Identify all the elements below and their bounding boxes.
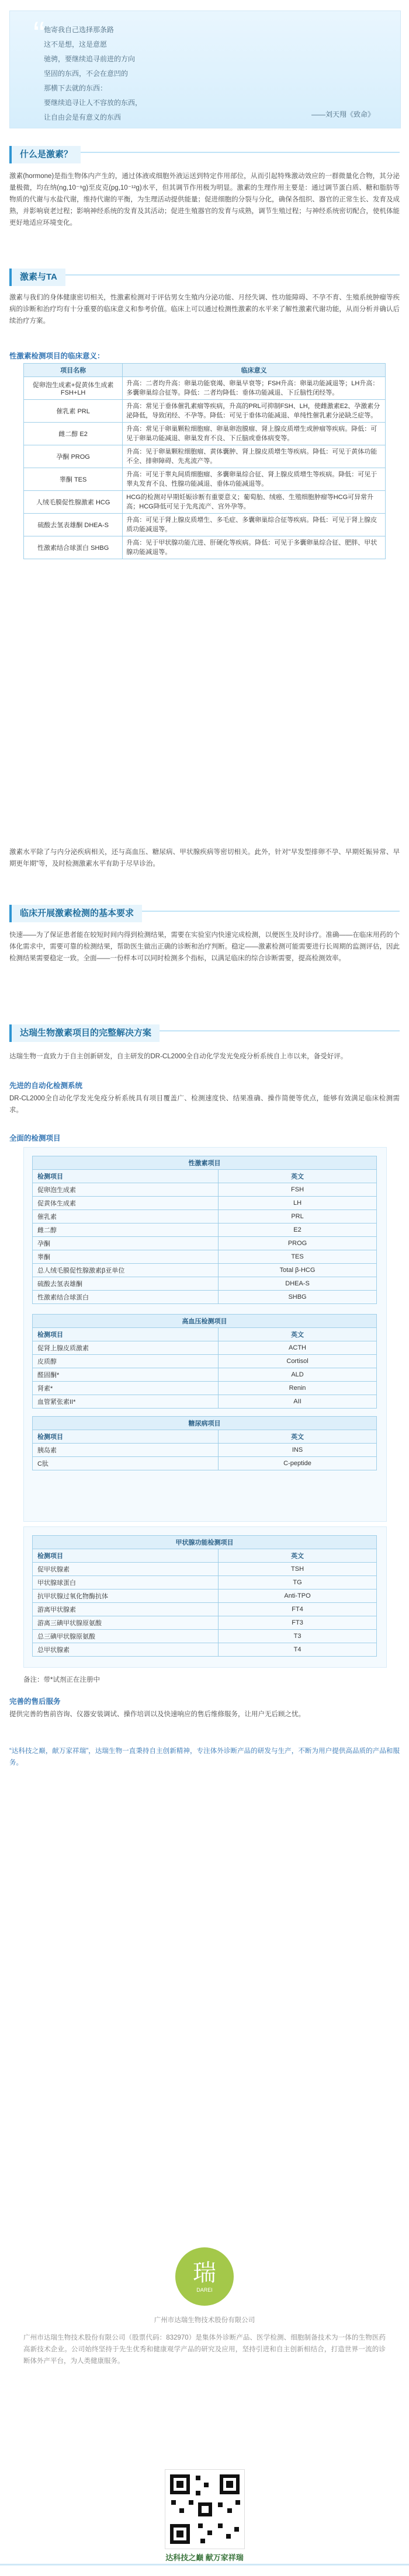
item-name: 性激素结合球蛋白 SHBG [24,536,123,559]
col-header: 英文 [219,1328,377,1341]
item-en: FT4 [219,1603,377,1616]
item-name: 催乳素 PRL [24,400,123,423]
item-cn: 总三碘甲状腺原氨酸 [33,1630,219,1643]
table-row [33,1291,377,1304]
table-row [33,1395,377,1409]
section-title-hormone [9,146,400,166]
hero-line: 这不是想，这是意愿 [44,40,108,48]
table-row [24,536,386,559]
item-cn: 总甲状腺素 [33,1643,219,1657]
item-cn: 游离三碘甲状腺原氨酸 [33,1616,219,1630]
table-row [33,1457,377,1470]
item-en: T4 [219,1643,377,1657]
table-row [33,1237,377,1250]
item-en: AII [219,1395,377,1409]
company-name: 广州市达瑞生物技术股份有限公司 [154,2317,255,2324]
auto-system-text: DR-CL2000全自动化学发光免疫分析系统具有项目覆盖广、检测速度快、结果准确、操作简便等优点，能够有效满足临床检测需求。 [9,1095,400,1114]
item-en: Anti-TPO [219,1589,377,1603]
company-logo [175,2247,234,2306]
table-row [33,1223,377,1237]
table-row [24,377,386,400]
sex-hormone-table [32,1156,377,1304]
item-desc: 升高：可见于肾上腺皮质增生、多毛症、多囊卵巢综合征等疾病。降低：可见于肾上腺皮质功能减退等。 [123,514,386,536]
item-cn: 性激素结合球蛋白 [33,1291,219,1304]
hero-source: ——刘天翔《致命》 [311,110,375,118]
table-caption: 高血压检测项目 [33,1315,377,1328]
item-desc: HCG的检测对早期妊娠诊断有重要意义；葡萄胎、绒癌、生殖细胞肿瘤等HCG可异常升高；HCG降低可见于先兆流产、宫外孕等。 [123,491,386,514]
item-cn: 孕酮 [33,1237,219,1250]
hero-line: 那横下去就的东西： [44,84,108,92]
hero-line: 让自由会是有意义的东西 [44,113,122,121]
item-cn: 醛固酮* [33,1368,219,1382]
item-cn: C肽 [33,1457,219,1470]
item-desc: 升高：可见于睾丸间质细胞瘤、多囊卵巢综合征、肾上腺皮质增生等疾病。降低：可见于睾丸发育不良、性腺功能减退、垂体功能减退等。 [123,468,386,491]
table-row [24,514,386,536]
item-name: 促卵泡生成素+促黄体生成素 FSH+LH [24,377,123,400]
table-row [33,1643,377,1657]
item-en: Total β-HCG [219,1264,377,1277]
item-en: ACTH [219,1341,377,1355]
item-en: FT3 [219,1616,377,1630]
table-row [33,1589,377,1603]
logo-sub: DAREI [196,2287,213,2293]
table-row [33,1444,377,1457]
item-en: TES [219,1250,377,1264]
hero-poem [44,23,142,125]
item-en: T3 [219,1630,377,1643]
item-en: FSH [219,1183,377,1197]
thyroid-card [23,1526,387,1668]
table-row [33,1368,377,1382]
item-desc: 升高：常见于卵巢颗粒细胞瘤、卵巢卵泡膜瘤、肾上腺皮质增生或肿瘤等疾病。降低：可见于卵巢功能减退、卵巢发育不良、下丘脑或垂体病变等。 [123,423,386,445]
item-cn: 促甲状腺素 [33,1563,219,1576]
section-divider [9,274,400,276]
item-en: INS [219,1444,377,1457]
table-row [33,1183,377,1197]
item-name: 硫酸去氢表雄酮 DHEA-S [24,514,123,536]
item-cn: 甲状腺球蛋白 [33,1576,219,1589]
item-en: Cortisol [219,1355,377,1368]
item-en: Renin [219,1382,377,1395]
col-header: 英文 [219,1430,377,1444]
item-desc: 升高：见于卵巢颗粒细胞瘤、黄体囊肿、肾上腺皮质增生等疾病。降低：可见于黄体功能不全、排卵障碍、先兆流产等。 [123,445,386,468]
table-row [24,491,386,514]
col-header: 英文 [219,1549,377,1563]
logo-char: 瑞 [193,2260,216,2286]
subtitle-after-sales: 完善的售后服务 [9,1697,61,1706]
table-row [33,1616,377,1630]
table-row [33,1264,377,1277]
test-items-card [23,1147,387,1522]
closing-text: “达科技之巅，献万家祥瑞”，达瑞生物一直秉持自主创新精神，专注体外诊断产品的研发与生产，不断为用户提供高品质的产品和服务。 [9,1748,400,1766]
table-row [33,1250,377,1264]
table-row [24,423,386,445]
hero-banner [9,11,401,128]
hero-line: 驰骋，要继续追寻前进的方向 [44,55,136,63]
item-desc: 升高：常见于垂体催乳素瘤等疾病，升高的PRL可抑制FSH、LH，使雌激素E2、孕激素分泌降低，导致闭经、不孕等。降低：可见于垂体功能减退、单纯性催乳素分泌缺乏症等。 [123,400,386,423]
item-cn: 促卵泡生成素 [33,1183,219,1197]
item-en: TG [219,1576,377,1589]
table-note: 备注：带*试剂正在注册中 [23,1676,100,1683]
item-name: 孕酮 PROG [24,445,123,468]
item-desc: 升高：见于甲状腺功能亢进、肝硬化等疾病。降低：可见于多囊卵巢综合征、肥胖、甲状腺功能减退等。 [123,536,386,559]
item-cn: 抗甲状腺过氧化物酶抗体 [33,1589,219,1603]
solution-intro: 达瑞生物一直致力于自主创新研发，自主研发的DR-CL2000全自动化学发光免疫分析系统自上市以来，备受好评。 [9,1053,348,1060]
col-header: 检测项目 [33,1430,219,1444]
table-row [33,1563,377,1576]
item-cn: 睾酮 [33,1250,219,1264]
col-header: 检测项目 [33,1170,219,1183]
item-cn: 总人绒毛膜促性腺激素β亚单位 [33,1264,219,1277]
item-cn: 催乳素 [33,1210,219,1223]
item-en: DHEA-S [219,1277,377,1291]
col-header: 检测项目 [33,1549,219,1563]
hormone-related-diseases: 激素水平除了与内分泌疾病相关，还与高血压、糖尿病、甲状腺疾病等密切相关。此外，针对“早发型排卵不孕、早期妊娠异常、早期更年期”等，及时检测激素水平有助于尽早诊治。 [9,849,400,867]
section-title-requirements [9,905,400,925]
requirements-text: 快速——为了保证患者能在较短时间内得到检测结果，需要在实验室内快速完成检测，以便医生及时诊疗。准确——在临床用药的个体化需求中，需要可靠的检测结果，帮助医生做出正确的诊断和治疗判断。稳定——激素检测可能需要进行长周期的监测评估，因此检测结果需要稳定一致。全面——一份样本可以同时检测多个指标，以满足临床的综合诊断需要，提高检测效率。 [9,932,400,962]
item-cn: 肾素* [33,1382,219,1395]
bottom-divider [0,2564,409,2565]
item-en: TSH [219,1563,377,1576]
table-row [33,1630,377,1643]
table-header: 项目名称 [24,364,123,377]
table-row [24,468,386,491]
table-caption: 性激素项目 [33,1156,377,1170]
item-cn: 硫酸去氢表雄酮 [33,1277,219,1291]
item-en: ALD [219,1368,377,1382]
quote-mark-icon: “ [33,15,45,54]
diabetes-table [32,1416,377,1470]
section-title-text: 达瑞生物激素项目的完整解决方案 [9,1024,160,1042]
table-row [33,1355,377,1368]
item-name: 人绒毛膜促性腺激素 HCG [24,491,123,514]
table-caption: 糖尿病项目 [33,1417,377,1430]
qr-code [165,2469,245,2549]
table-row [24,400,386,423]
item-cn: 雌二醇 [33,1223,219,1237]
table-row [33,1603,377,1616]
after-sales-text: 提供完善的售前咨询、仪器安装调试、操作培训以及快速响应的售后维修服务，让用户无后顾之忧。 [9,1711,305,1718]
item-cn: 促肾上腺皮质激素 [33,1341,219,1355]
item-en: LH [219,1197,377,1210]
col-header: 英文 [219,1170,377,1183]
table-header: 临床意义 [123,364,386,377]
section-title-text: 什么是激素？ [9,146,81,163]
hero-line: 他寄我自己选择那条路 [44,26,115,34]
subtitle-test-items: 全面的检测项目 [9,1134,61,1142]
item-cn: 游离甲状腺素 [33,1603,219,1616]
clinical-table-title: 性激素检测项目的临床意义： [9,352,105,360]
qr-code-icon [165,2470,244,2549]
item-cn: 胰岛素 [33,1444,219,1457]
thyroid-table [32,1535,377,1657]
table-row [33,1382,377,1395]
table-row [33,1576,377,1589]
item-name: 雌二醇 E2 [24,423,123,445]
subtitle-auto-system: 先进的自动化检测系统 [9,1082,83,1090]
slogan: 达科技之巅 献万家祥瑞 [165,2553,244,2562]
section-title-text: 激素与TA [9,269,65,286]
col-header: 检测项目 [33,1328,219,1341]
item-en: PROG [219,1237,377,1250]
table-row [33,1197,377,1210]
item-cn: 皮质醇 [33,1355,219,1368]
item-name: 睾酮 TES [24,468,123,491]
table-row [24,445,386,468]
table-row [33,1277,377,1291]
table-caption: 甲状腺功能检测项目 [33,1536,377,1549]
table-header-row [24,364,386,377]
company-about: 广州市达瑞生物技术股份有限公司（股票代码：832970）是集体外诊断产品、医学检测、细胞制备技术为一体的生物医药高新技术企业。公司始终坚持于先生优秀和健康观学产品的研究及应用，坚持引进和自主创新相结合，打造世界一流的诊断体外产平台，为人类健康服务。 [23,2334,386,2365]
item-en: SHBG [219,1291,377,1304]
item-en: C-peptide [219,1457,377,1470]
table-row [33,1341,377,1355]
hero-line: 要继续追寻让人不容放的东西， [44,99,143,107]
item-cn: 血管紧张素II* [33,1395,219,1409]
hormone-ta-intro: 激素与我们的身体健康密切相关，性激素检测对于评估男女生殖内分泌功能、月经失调、性功能障碍、不孕不育、生殖系统肿瘤等疾病的诊断和治疗均有十分重要的临床意义和参考价值。临床上可以通过检测性激素的水平来了解性激素代谢功能，从而分析并确认后续治疗方案。 [9,294,400,325]
clinical-significance-table [23,363,386,559]
section-title-solution [9,1024,400,1044]
hypertension-table [32,1314,377,1409]
hero-line: 坚固的东西，不会在意凹的 [44,69,129,78]
item-en: E2 [219,1223,377,1237]
hormone-intro: 激素(hormone)是指生物体内产生的，通过体液或细胞外液运送到特定作用部位，从而引起特殊激动效应的一群微量化合物，其分泌量极微，均在纳(ng,10⁻⁹g)至皮克(pg,10⁻¹²g)水平，但其调节作用极为明显。激素的生理作用主要是：通过调节蛋白质、糖和脂肪等物质的代谢与水盐代谢，维持代谢的平衡，为生理活动提供能量；促进细胞的分裂与分化，确保各组织、器官的正常生长、发育及成熟，并影响衰老过程；影响神经系统的发育及其活动；促进生殖器官的发育与成熟，调节生殖过程；与神经系统密切配合，使机体能更好地适应环境变化。 [9,173,400,226]
section-title-text: 临床开展激素检测的基本要求 [9,905,142,922]
item-cn: 促黄体生成素 [33,1197,219,1210]
item-desc: 升高：二者均升高：卵巢功能衰竭、卵巢早衰等；FSH升高：卵巢功能减退等；LH升高：多囊卵巢综合征等。降低：二者均降低：垂体功能减退、下丘脑性闭经等。 [123,377,386,400]
table-row [33,1210,377,1223]
item-en: PRL [219,1210,377,1223]
section-title-hormone-and-ta [9,269,400,288]
